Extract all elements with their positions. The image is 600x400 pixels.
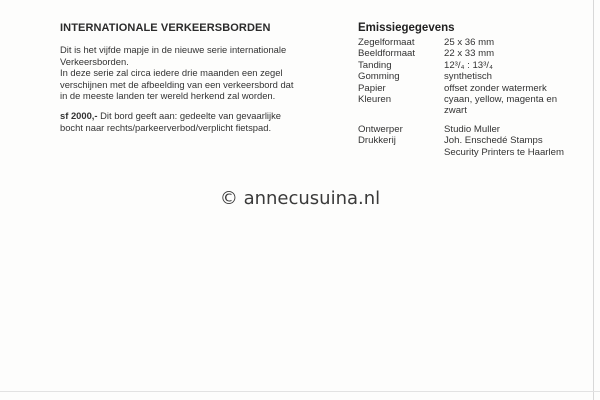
intro-line: verschijnen met de afbeelding van een verkeersbord dat bbox=[60, 78, 294, 90]
spec-value: 12³/₄ : 13³/₄ bbox=[444, 59, 493, 71]
spec-row bbox=[358, 105, 564, 116]
spec-row bbox=[358, 60, 564, 71]
spec-row bbox=[358, 135, 564, 146]
specs-column bbox=[358, 22, 588, 158]
spec-key: Drukkerij bbox=[358, 135, 396, 147]
card-edge-bottom bbox=[0, 391, 600, 392]
spec-key bbox=[358, 105, 444, 116]
spec-row bbox=[358, 94, 564, 105]
spec-key: Zegelformaat bbox=[358, 37, 415, 48]
spec-key: Kleuren bbox=[358, 94, 392, 106]
spec-key bbox=[358, 147, 444, 158]
spec-value: zwart bbox=[444, 105, 467, 117]
spec-key: Beeldformaat bbox=[358, 48, 416, 60]
spec-value: Joh. Enschedé Stamps bbox=[444, 135, 543, 147]
spec-value: Studio Muller bbox=[444, 123, 500, 135]
description-column bbox=[60, 22, 330, 133]
spec-key: Gomming bbox=[358, 71, 400, 83]
stamp-description bbox=[60, 110, 330, 122]
intro-line: In deze serie zal circa iedere drie maanden een zegel bbox=[60, 67, 283, 79]
watermark: © annecusuina.nl bbox=[219, 188, 381, 209]
spec-spacer bbox=[358, 117, 564, 124]
intro-line: Dit is het vijfde mapje in de nieuwe serie internationale bbox=[60, 44, 287, 55]
stamp-description-line: Dit bord geeft aan: gedeelte van gevaarlijke bbox=[97, 109, 281, 121]
spec-row bbox=[358, 124, 564, 135]
spec-key: Ontwerper bbox=[358, 123, 403, 135]
spec-key: Papier bbox=[358, 82, 386, 94]
spec-row bbox=[358, 48, 564, 59]
spec-value: 25 x 36 mm bbox=[444, 37, 495, 48]
spec-row bbox=[358, 83, 564, 94]
spec-row bbox=[358, 71, 564, 82]
spec-row bbox=[358, 147, 564, 158]
spec-value: 22 x 33 mm bbox=[444, 48, 495, 60]
stamp-value: sf 2000,- bbox=[60, 109, 98, 121]
spec-value: Security Printers te Haarlem bbox=[444, 146, 564, 158]
spec-value: offset zonder watermerk bbox=[444, 82, 547, 94]
spec-key: Tanding bbox=[358, 59, 392, 71]
stamp-description-line: bocht naar rechts/parkeerverbod/verplicht fietspad. bbox=[60, 121, 272, 133]
specs-table bbox=[358, 37, 564, 158]
specs-title: Emissiegegevens bbox=[358, 22, 455, 34]
intro-line: Verkeersborden. bbox=[60, 55, 129, 67]
spec-row bbox=[358, 37, 564, 48]
intro-line: in de meeste landen ter wereld herkend zal worden. bbox=[60, 90, 276, 102]
spec-value: cyaan, yellow, magenta en bbox=[444, 94, 558, 106]
page-title: INTERNATIONALE VERKEERSBORDEN bbox=[60, 22, 271, 34]
spec-value: synthetisch bbox=[444, 71, 492, 83]
